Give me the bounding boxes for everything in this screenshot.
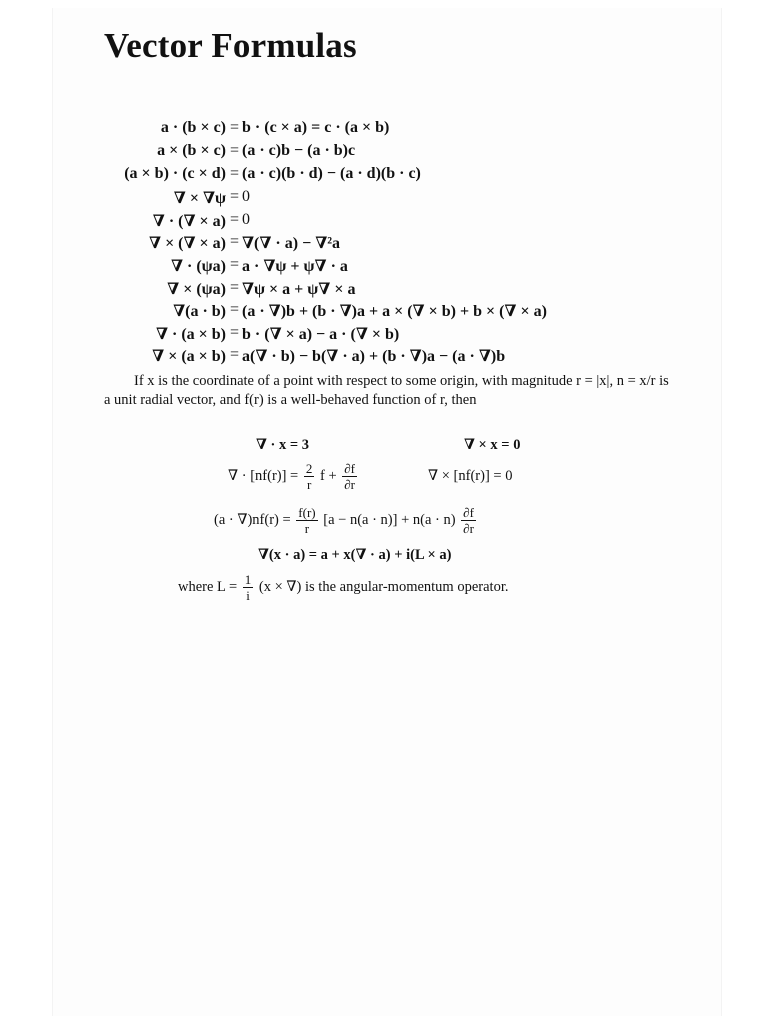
curl-x-formula: ∇ × x = 0: [464, 437, 521, 453]
identity-row: [0, 142, 768, 160]
identity-lhs: ∇ × (ψa): [167, 281, 226, 298]
equals-sign: =: [226, 233, 244, 250]
identity-rhs: a · ∇ψ + ψ∇ · a: [242, 258, 348, 275]
fraction-numerator: 1: [244, 572, 252, 587]
identity-rhs: (a · c)(b · d) − (a · d)(b · c): [242, 165, 421, 182]
identity-row: [0, 279, 768, 297]
identity-rhs: a(∇ · b) − b(∇ · a) + (b · ∇)a − (a · ∇)b: [242, 348, 506, 365]
grad-xa-formula: ∇(x · a) = a + x(∇ · a) + i(L × a): [258, 547, 452, 563]
equals-sign: =: [226, 119, 244, 136]
identity-row: [0, 324, 768, 342]
identity-row: [0, 301, 768, 319]
fraction-numerator: ∂f: [463, 505, 474, 520]
div-nf-lhs: ∇ · [nf(r)] =: [228, 467, 299, 484]
adn-mid: [a − n(a · n)] + n(a · n): [323, 511, 456, 528]
angular-momentum-definition: [178, 572, 508, 603]
fraction: [296, 505, 317, 536]
equals-sign: =: [226, 142, 244, 159]
fraction-denominator: ∂r: [463, 521, 474, 536]
identity-row: [0, 119, 768, 137]
identity-row: [0, 188, 768, 206]
identity-rhs: ∇ψ × a + ψ∇ × a: [242, 281, 356, 298]
fraction-numerator: f(r): [298, 505, 316, 520]
where-suffix: (x × ∇) is the angular-momentum operator.: [258, 578, 509, 595]
identity-rhs: 0: [242, 211, 250, 228]
fraction: [304, 461, 315, 492]
fraction-denominator: i: [246, 588, 250, 603]
equals-sign: =: [226, 165, 244, 182]
identity-row: [0, 211, 768, 229]
identity-row: [0, 165, 768, 183]
adn-lhs: (a · ∇)nf(r) =: [214, 511, 291, 528]
equals-sign: =: [226, 211, 244, 228]
identity-rhs: 0: [242, 188, 250, 205]
identity-rhs: ∇(∇ · a) − ∇²a: [242, 235, 341, 252]
page-title: Vector Formulas: [104, 26, 357, 65]
where-prefix: where L =: [178, 578, 238, 595]
identity-lhs: (a × b) · (c × d): [124, 165, 226, 182]
fraction-denominator: r: [306, 477, 312, 492]
identity-lhs: ∇ × (∇ × a): [149, 235, 226, 252]
identity-row: [0, 233, 768, 251]
identity-row: [0, 346, 768, 364]
radial-paragraph: If x is the coordinate of a point with respect to some origin, with magnitude r = |x|, n = x/r is a unit radial vector, and f(r) is a well-behaved function of r, then: [104, 373, 669, 408]
equals-sign: =: [226, 188, 244, 205]
equals-sign: =: [226, 279, 244, 296]
fraction: [243, 572, 254, 603]
div-nf-formula: [228, 461, 359, 492]
div-x-formula: ∇ · x = 3: [256, 437, 310, 453]
fraction-denominator: r: [304, 521, 310, 536]
adn-formula: [214, 505, 478, 536]
identity-rhs: (a · c)b − (a · b)c: [242, 142, 356, 159]
equals-sign: =: [226, 256, 244, 273]
identity-row: [0, 256, 768, 274]
fraction: [461, 505, 476, 536]
equals-sign: =: [226, 346, 244, 363]
equals-sign: =: [226, 324, 244, 341]
identity-rhs: b · (∇ × a) − a · (∇ × b): [242, 326, 400, 343]
identity-lhs: ∇ · (ψa): [170, 258, 226, 275]
fraction-denominator: ∂r: [344, 477, 356, 492]
equals-sign: =: [226, 301, 244, 318]
div-nf-mid: f +: [319, 467, 337, 484]
curl-nf-formula: ∇ × [nf(r)] = 0: [428, 468, 513, 484]
identity-rhs: (a · ∇)b + (b · ∇)a + a × (∇ × b) + b × (∇ × a): [242, 303, 547, 320]
identity-lhs: ∇ · (a × b): [155, 326, 226, 343]
identity-rhs: b · (c × a) = c · (a × b): [242, 119, 390, 136]
fraction-numerator: ∂f: [344, 461, 356, 476]
identity-lhs: a × (b × c): [157, 142, 226, 159]
fraction-numerator: 2: [305, 461, 313, 476]
identity-lhs: ∇ × ∇ψ: [173, 190, 226, 207]
identity-lhs: ∇(a · b): [173, 303, 226, 320]
identity-lhs: a · (b × c): [160, 119, 226, 136]
identity-lhs: ∇ · (∇ × a): [152, 213, 226, 230]
identity-lhs: ∇ × (a × b): [152, 348, 226, 365]
fraction: [342, 461, 357, 492]
